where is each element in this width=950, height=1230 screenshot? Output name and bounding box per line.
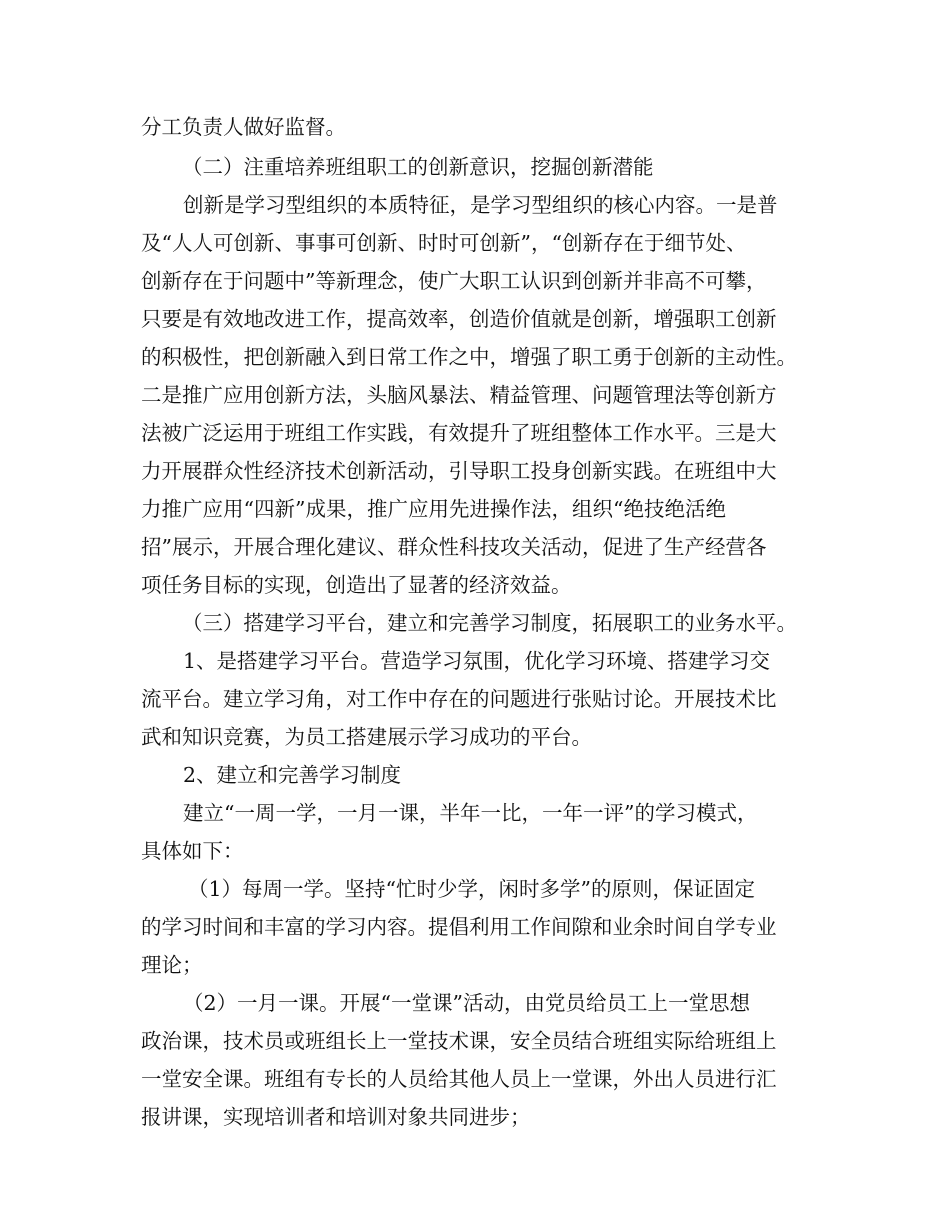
text-line: 武和知识竞赛，为员工搭建展示学习成功的平台。 [141, 725, 592, 749]
text-line: 及“人人可创新、事事可创新、时时可创新”，“创新存在于细节处、 [141, 231, 747, 255]
text-line: 流平台。建立学习角，对工作中存在的问题进行张贴讨论。开展技术比 [141, 687, 777, 711]
text-line: 法被广泛运用于班组工作实践，有效提升了班组整体工作水平。三是大 [141, 421, 777, 445]
text-line: 力推广应用“四新”成果，推广应用先进操作法，组织“绝技绝活绝 [141, 497, 726, 521]
text-line: 政治课，技术员或班组长上一堂技术课，安全员结合班组实际给班组上 [141, 1029, 777, 1053]
text-line: 只要是有效地改进工作，提高效率，创造价值就是创新，增强职工创新 [141, 307, 777, 331]
text-line: 理论； [141, 953, 203, 977]
text-line: 的积极性，把创新融入到日常工作之中，增强了职工勇于创新的主动性。 [141, 345, 797, 369]
text-line: 1、是搭建学习平台。营造学习氛围，优化学习环境、搭建学习交 [183, 649, 771, 673]
subsection-heading: 2、建立和完善学习制度 [183, 763, 402, 787]
text-line: 具体如下： [141, 839, 244, 863]
text-line: 一堂安全课。班组有专长的人员给其他人员上一堂课，外出人员进行汇 [141, 1067, 777, 1091]
section-heading: （二）注重培养班组职工的创新意识，挖掘创新潜能 [182, 155, 654, 179]
text-line: 二是推广应用创新方法，头脑风暴法、精益管理、问题管理法等创新方 [141, 383, 777, 407]
text-line: 的学习时间和丰富的学习内容。提倡利用工作间隙和业余时间自学专业 [141, 915, 777, 939]
text-line: 力开展群众性经济技术创新活动，引导职工投身创新实践。在班组中大 [141, 459, 777, 483]
text-line: 报讲课，实现培训者和培训对象共同进步； [141, 1105, 531, 1129]
text-line: 建立“一周一学，一月一课，半年一比，一年一评”的学习模式， [183, 801, 758, 825]
text-line: 项任务目标的实现，创造出了显著的经济效益。 [141, 573, 572, 597]
list-item-line: （2）一月一课。开展“一堂课”活动，由党员给员工上一堂思想 [183, 991, 751, 1015]
text-line: 创新是学习型组织的本质特征，是学习型组织的核心内容。一是普 [183, 193, 778, 217]
list-item-line: （1）每周一学。坚持“忙时少学，闲时多学”的原则，保证固定 [188, 877, 756, 901]
text-line: 分工负责人做好监督。 [141, 115, 346, 139]
text-line: 创新存在于问题中”等新理念，使广大职工认识到创新并非高不可攀， [141, 269, 767, 293]
section-heading: （三）搭建学习平台，建立和完善学习制度，拓展职工的业务水平。 [182, 611, 797, 635]
text-line: 招”展示，开展合理化建议、群众性科技攻关活动，促进了生产经营各 [141, 535, 767, 559]
